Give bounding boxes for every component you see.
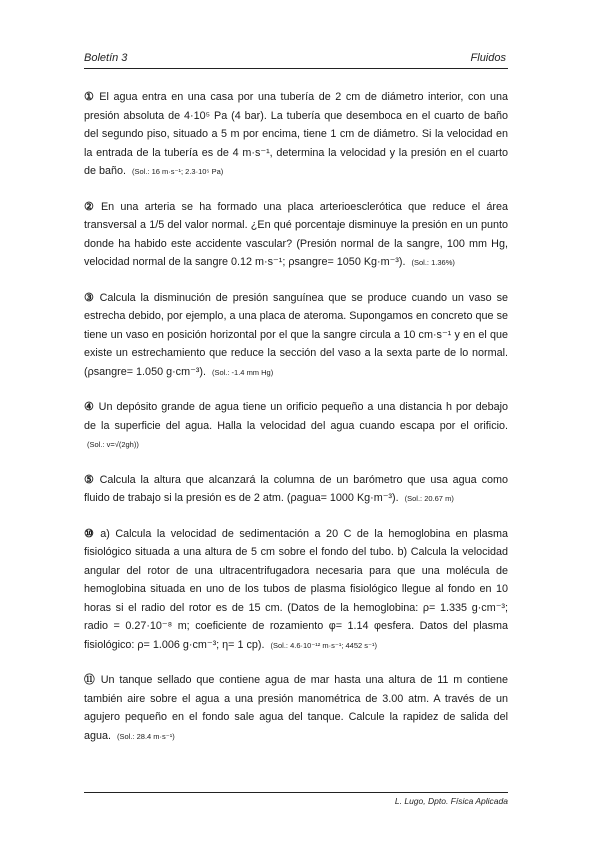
header-title: Boletín 3 [84,52,128,64]
problem-number: ② [84,200,97,213]
problem-text: a) Calcula la velocidad de sedimentación a 20 C de la hemoglobina en plasma fisiológico situada a una altura de 5 cm sobre el fondo del tubo. b) Calcula la velocidad angular del rotor de una ultracentrifugadora necesaria para que una molécula de hemoglobina situada en uno de los tubos de plasma fisiológico llegue al fondo en 10 horas si el radio del rotor es de 15 cm. (Datos de la hemoglobina: ρ= 1.335 g·cm⁻³; radio = 0.27·10⁻⁸ m; coeficiente de rozamiento φ= 1.14 φesfera. Datos del plasma fisiológico: ρ= 1.006 g·cm⁻³; η= 1 cp). [84,527,509,651]
page-header [84,52,506,68]
problem-item [84,671,508,746]
problem-item [84,88,508,182]
problem-number: ⑩ [84,527,97,540]
problem-text: Calcula la disminución de presión sanguínea que se produce cuando un vaso se estrecha debido, por ejemplo, a una placa de ateroma. Supongamos en concreto que se tiene un vaso en posición horizontal por el que la sangre circula a 10 cm·s⁻¹ y en el que existe un estrechamiento que reduce la sección del vaso a la sexta parte de lo normal. (ρsangre= 1.050 g·cm⁻³). [84,291,508,378]
problem-text: Un tanque sellado que contiene agua de mar hasta una altura de 11 m contiene también aire sobre el agua a una presión manométrica de 3.00 atm. A través de un agujero pequeño en el fondo sale agua del tanque. Calcule la rapidez de salida del agua. [84,674,508,742]
problem-solution: (Sol.: 16 m·s⁻¹; 2.3·10⁵ Pa) [132,167,224,176]
problem-list [84,88,508,746]
footer-rule [84,792,508,793]
problem-item [84,471,508,509]
problem-item [84,289,508,383]
problem-text: En una arteria se ha formado una placa arterioesclerótica que reduce el área transversal a 1/5 del valor normal. ¿En qué porcentaje disminuye la presión en un punto donde ha habido este accidente vascular? (Presión normal de la sangre, 100 mm Hg, velocidad normal de la sangre 0.12 m·s⁻¹; ρsangre= 1050 Kg·m⁻³). [84,200,508,268]
problem-item [84,398,508,455]
problem-text: Calcula la altura que alcanzará la columna de un barómetro que usa agua como fluido de trabajo si la presión es de 2 atm. (ρagua= 1000 Kg·m⁻³). [84,473,508,504]
page-footer: L. Lugo, Dpto. Física Aplicada [394,796,508,806]
problem-solution: (Sol.: 20.67 m) [404,494,454,503]
problem-solution: (Sol.: 1.36%) [411,258,455,267]
problem-solution: (Sol.: -1.4 mm Hg) [211,367,274,377]
problem-solution: (Sol.: 28.4 m·s⁻¹) [117,731,175,741]
problem-number: ④ [84,401,95,413]
problem-number: ③ [84,291,96,304]
problem-item [84,198,508,273]
problem-number: ① [84,91,96,103]
problem-text: Un depósito grande de agua tiene un orificio pequeño a una distancia h por debajo de la superficie del agua. Halla la velocidad del agua cuando escapa por el orificio. [84,401,508,432]
problem-item [84,525,508,656]
problem-solution: (Sol.: 4.6·10⁻¹² m·s⁻¹; 4452 s⁻¹) [270,640,377,650]
problem-number: ⑤ [84,473,96,486]
header-subject: Fluidos [470,52,506,64]
problem-text: El agua entra en una casa por una tubería de 2 cm de diámetro interior, con una presión absoluta de 4·10⁵ Pa (4 bar). La tubería que desemboca en el cuarto de baño del segundo piso, situado a 5 m por encima, tiene 1 cm de diámetro. Si la velocidad en la entrada de la tubería es de 4 m·s⁻¹, determina la velocidad y la presión en el cuarto de baño. [84,91,508,177]
problem-solution: (Sol.: v=√(2gh)) [87,440,139,449]
problem-number: ⑪ [84,674,97,686]
header-rule [84,68,508,69]
